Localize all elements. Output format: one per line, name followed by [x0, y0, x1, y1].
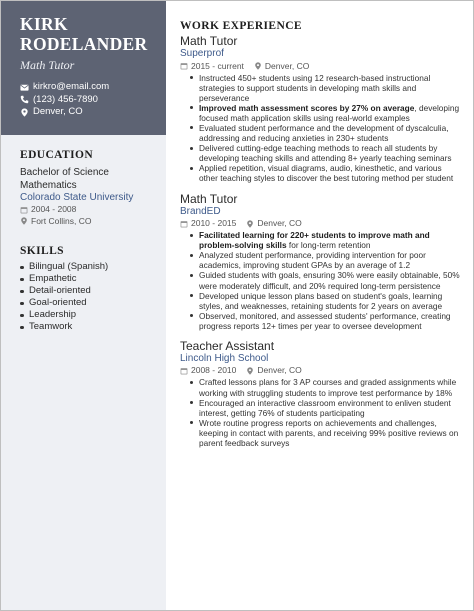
skill-item: Detail-oriented — [20, 285, 160, 297]
job-title-heading: Math Tutor — [20, 58, 75, 72]
name-line-2: RODELANDER — [20, 34, 148, 54]
work-experience-section — [180, 20, 462, 456]
bullet-item: Encouraged an interactive classroom environment to enliven student interest, getting 76% of students participating — [180, 398, 462, 418]
degree-line-1: Bachelor of Science — [20, 167, 109, 178]
job-meta — [180, 61, 462, 72]
job-title: Math Tutor — [180, 34, 238, 48]
education-location: Fort Collins, CO — [20, 216, 160, 228]
calendar-icon — [20, 206, 28, 214]
bullet-item: Evaluated student performance and the development of dyscalculia, addressing and reducing anxieties in 230+ students — [180, 123, 462, 143]
bullet-item: Improved math assessment scores by 27% on average, developing focused math application skills using real-world examples — [180, 103, 462, 123]
company-name: BrandED — [180, 205, 221, 217]
map-pin-icon — [254, 62, 262, 70]
company-name: Superprof — [180, 48, 224, 59]
bullet-item: Facilitated learning for 220+ students to improve math and problem-solving skills for long-term retention — [180, 230, 462, 250]
bullet-item: Observed, monitored, and assessed students' performance, creating progress reports 12+ times per year to oversee development — [180, 311, 462, 331]
contact-location — [20, 106, 166, 119]
calendar-icon — [180, 220, 188, 228]
job-location: Denver, CO — [246, 218, 301, 229]
job-entry — [180, 339, 462, 448]
map-pin-icon — [20, 217, 28, 225]
job-meta — [180, 365, 462, 376]
phone-text: (123) 456-7890 — [33, 93, 98, 105]
job-dates: 2010 - 2015 — [191, 218, 237, 229]
job-dates: 2008 - 2010 — [191, 365, 237, 376]
candidate-name — [20, 14, 166, 54]
skills-list — [20, 261, 160, 333]
calendar-icon — [180, 62, 188, 70]
job-title: Teacher Assistant — [180, 338, 275, 353]
school-name: Colorado State University — [20, 192, 134, 203]
job-entry — [180, 34, 462, 184]
bullet-item: Guided students with goals, ensuring 30% were easily obtainable, 50% were moderately difficult, and 20% required long-term persistence — [180, 270, 462, 290]
skill-item: Empathetic — [20, 273, 160, 285]
map-pin-icon — [20, 108, 29, 117]
degree — [20, 166, 160, 192]
bullet-item: Applied repetition, visual diagrams, audio, kinesthetic, and various other teaching styles to discover the best tutoring method per student — [180, 163, 462, 183]
map-pin-icon — [246, 220, 254, 228]
job-bullets — [180, 73, 462, 184]
bullet-item: Crafted lessons plans for 3 AP courses and graded assignments while working with struggling students to improve test performance by 18% — [180, 377, 462, 397]
work-experience-heading: WORK EXPERIENCE — [180, 20, 302, 32]
job-title: Math Tutor — [180, 191, 238, 206]
bullet-item: Delivered cutting-edge teaching methods to reach all students by developing teaching skills and attending 8+ yearly teaching seminars — [180, 143, 462, 163]
map-pin-icon — [246, 367, 254, 375]
email-text: kirkro@email.com — [33, 81, 110, 92]
bullet-item: Analyzed student performance, providing intervention for poor academics, improving student GPAs by an average of 1.2 — [180, 250, 462, 270]
name-line-1: KIRK — [20, 14, 68, 34]
degree-line-2: Mathematics — [20, 180, 77, 191]
skill-item: Leadership — [20, 309, 160, 321]
phone-icon — [20, 95, 29, 104]
contact-phone[interactable] — [20, 94, 166, 107]
sidebar — [1, 1, 166, 611]
location-text: Denver, CO — [33, 106, 83, 117]
bullet-item: Wrote routine progress reports on achievements and challenges, keeping in contact with parents, and receiving 99% positive reviews on parent feedback surveys — [180, 418, 462, 448]
education-section — [20, 149, 160, 227]
skills-section — [20, 245, 160, 333]
calendar-icon — [180, 367, 188, 375]
bullet-item: Developed unique lesson plans based on student's goals, learning styles, and weaknesses, retaining students for 2 years on average — [180, 291, 462, 311]
education-dates: 2004 - 2008 — [20, 204, 160, 216]
bullet-item: Instructed 450+ students using 12 research-based instructional strategies to support students in developing math skills and perseverance — [180, 73, 462, 103]
company-name: Lincoln High School — [180, 352, 269, 364]
job-bullets — [180, 230, 462, 331]
skill-item: Bilingual (Spanish) — [20, 261, 160, 273]
job-location: Denver, CO — [246, 365, 301, 376]
job-meta — [180, 218, 462, 229]
education-heading: EDUCATION — [20, 149, 94, 161]
skill-item: Goal-oriented — [20, 297, 160, 309]
job-entry — [180, 192, 462, 331]
sidebar-header — [1, 1, 166, 135]
job-bullets — [180, 377, 462, 448]
contact-list — [20, 81, 166, 119]
skill-item: Teamwork — [20, 321, 160, 333]
contact-email[interactable] — [20, 81, 166, 94]
skills-heading: SKILLS — [20, 245, 64, 257]
envelope-icon — [20, 83, 29, 92]
job-location: Denver, CO — [254, 61, 309, 72]
job-dates: 2015 - current — [191, 60, 244, 71]
